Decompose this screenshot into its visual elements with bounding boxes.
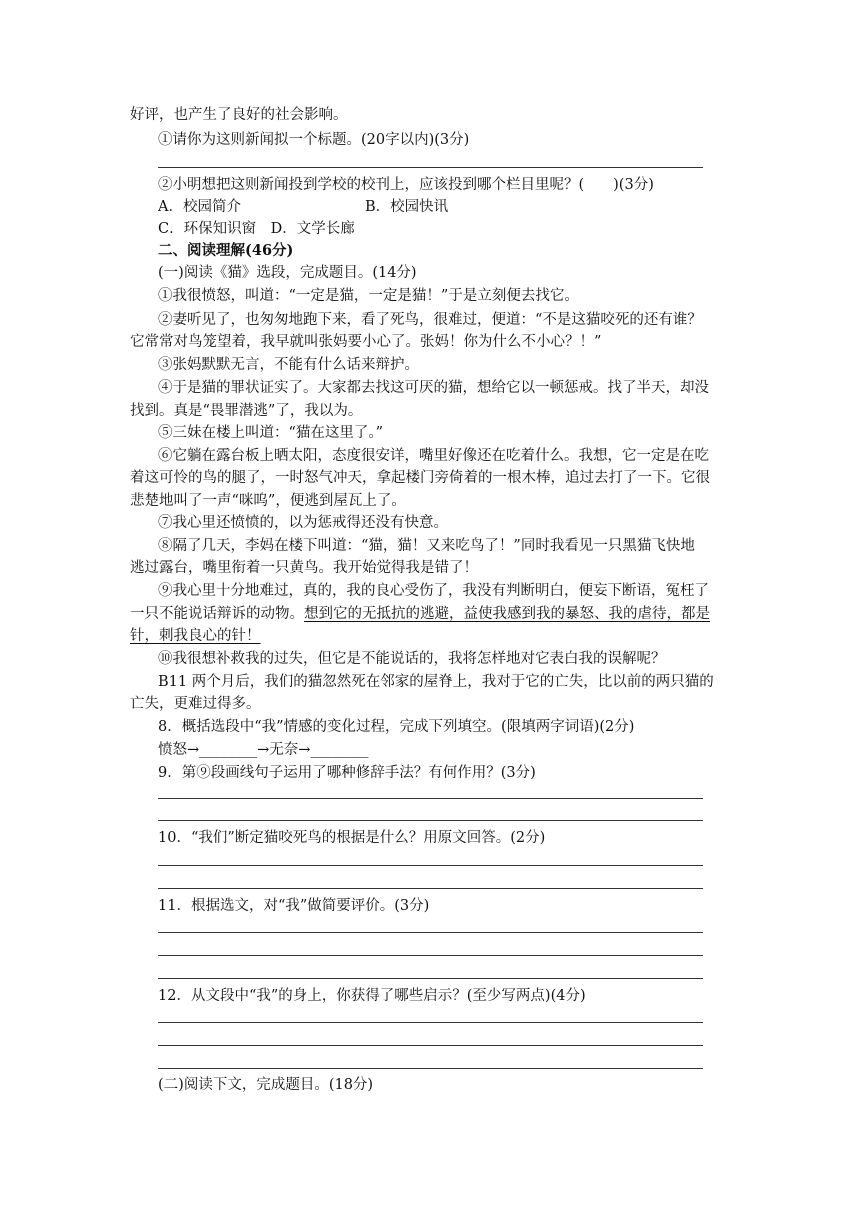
carry-over-line: 好评，也产生了良好的社会影响。 [130, 107, 348, 123]
paragraph-8-cont: 逃过露台，嘴里衔着一只黄鸟。我开始觉得我是错了！ [130, 560, 478, 576]
answer-line[interactable] [158, 1045, 703, 1046]
question-title: ①请你为这则新闻拟一个标题。(20字以内)(3分) [158, 132, 470, 148]
answer-line[interactable] [158, 978, 703, 979]
answer-line[interactable] [158, 888, 703, 889]
underlined-sentence-end: 针，刺我良心的针！ [130, 628, 261, 644]
paragraph-1: ①我很愤怒，叫道：“一定是猫，一定是猫！”于是立刻便去找它。 [158, 288, 579, 304]
paragraph-6-cont: 着这可怜的鸟的腿了，一时怒气冲天，拿起楼门旁倚着的一根木棒，追过去打了一下。它很 [130, 470, 710, 486]
answer-line[interactable] [158, 1022, 703, 1023]
paragraph-2: ②妻听见了，也匆匆地跑下来，看了死鸟，很难过，便道：“不是这猫咬死的还有谁？ [158, 312, 702, 328]
paragraph-8: ⑧隔了几天，李妈在楼下叫道：“猫，猫！又来吃鸟了！”同时我看见一只黑猫飞快地 [158, 538, 695, 554]
question-9: 9．第⑨段画线句子运用了哪种修辞手法？有何作用？(3分) [158, 765, 536, 781]
paragraph-7: ⑦我心里还愤愤的，以为惩戒得还没有快意。 [158, 515, 448, 531]
answer-line[interactable] [158, 1068, 703, 1069]
paragraph-4: ④于是猫的罪状证实了。大家都去找这可厌的猫，想给它以一顿惩戒。找了半天，却没 [158, 380, 709, 396]
paragraph-10: ⑩我很想补救我的过失，但它是不能说话的，我将怎样地对它表白我的误解呢？ [158, 651, 666, 667]
question-column: ②小明想把这则新闻投到学校的校刊上，应该投到哪个栏目里呢？( )(3分) [158, 177, 654, 193]
paragraph-9-plain: 一只不能说话辩诉的动物。 [130, 606, 304, 622]
question-8: 8．概括选段中“我”情感的变化过程，完成下列填空。(限填两字词语)(2分) [158, 719, 635, 735]
paragraph-3: ③张妈默默无言，不能有什么话来辩护。 [158, 357, 419, 373]
paragraph-2-cont: 它常常对鸟笼望着，我早就叫张妈要小心了。张妈！你为什么不小心？！” [130, 334, 602, 350]
options-cd [158, 219, 355, 239]
question-12: 12．从文段中“我”的身上，你获得了哪些启示？(至少写两点)(4分) [158, 988, 586, 1004]
part2-intro: (二)阅读下文，完成题目。(18分) [158, 1077, 374, 1093]
answer-line[interactable] [158, 955, 703, 956]
section-heading: 二、阅读理解(46分) [158, 242, 294, 259]
paragraph-9: ⑨我心里十分地难过，真的，我的良心受伤了，我没有判断明白，便妄下断语，冤枉了 [158, 583, 709, 599]
question-11: 11．根据选文，对“我”做简要评价。(3分) [158, 898, 430, 914]
paragraph-4-cont: 找到。真是“畏罪潜逃”了，我以为。 [130, 403, 363, 419]
option-a[interactable]: A．校园简介 [158, 199, 241, 215]
option-b[interactable]: B．校园快讯 [365, 199, 449, 215]
question-10: 10．“我们”断定猫咬死鸟的根据是什么？用原文回答。(2分) [158, 830, 546, 846]
part1-intro: (一)阅读《猫》选段，完成题目。(14分) [158, 265, 417, 281]
paragraph-11-cont: 亡失，更难过得多。 [130, 696, 261, 712]
option-d[interactable]: D．文学长廊 [270, 221, 355, 237]
paragraph-11: B11 两个月后，我们的猫忽然死在邻家的屋脊上，我对于它的亡失，比以前的两只猫的 [158, 674, 714, 690]
answer-line[interactable] [158, 798, 703, 799]
option-c[interactable]: C．环保知识窗 [158, 221, 257, 237]
question-8-fill[interactable]: 愤怒→________→无奈→________ [158, 742, 369, 758]
paragraph-9-cont [130, 604, 710, 624]
paragraph-5: ⑤三妹在楼上叫道：“猫在这里了。” [158, 425, 384, 441]
answer-line[interactable] [158, 932, 703, 933]
paragraph-6-cont2: 悲楚地叫了一声“咪呜”，便逃到屋瓦上了。 [130, 493, 406, 509]
answer-line[interactable] [158, 865, 703, 866]
answer-line[interactable] [158, 820, 703, 821]
paragraph-6: ⑥它躺在露台板上晒太阳，态度很安详，嘴里好像还在吃着什么。我想，它一定是在吃 [158, 448, 709, 464]
underlined-sentence: 想到它的无抵抗的逃避，益使我感到我的暴怒、我的虐待，都是 [304, 606, 710, 622]
answer-line[interactable] [158, 167, 703, 168]
